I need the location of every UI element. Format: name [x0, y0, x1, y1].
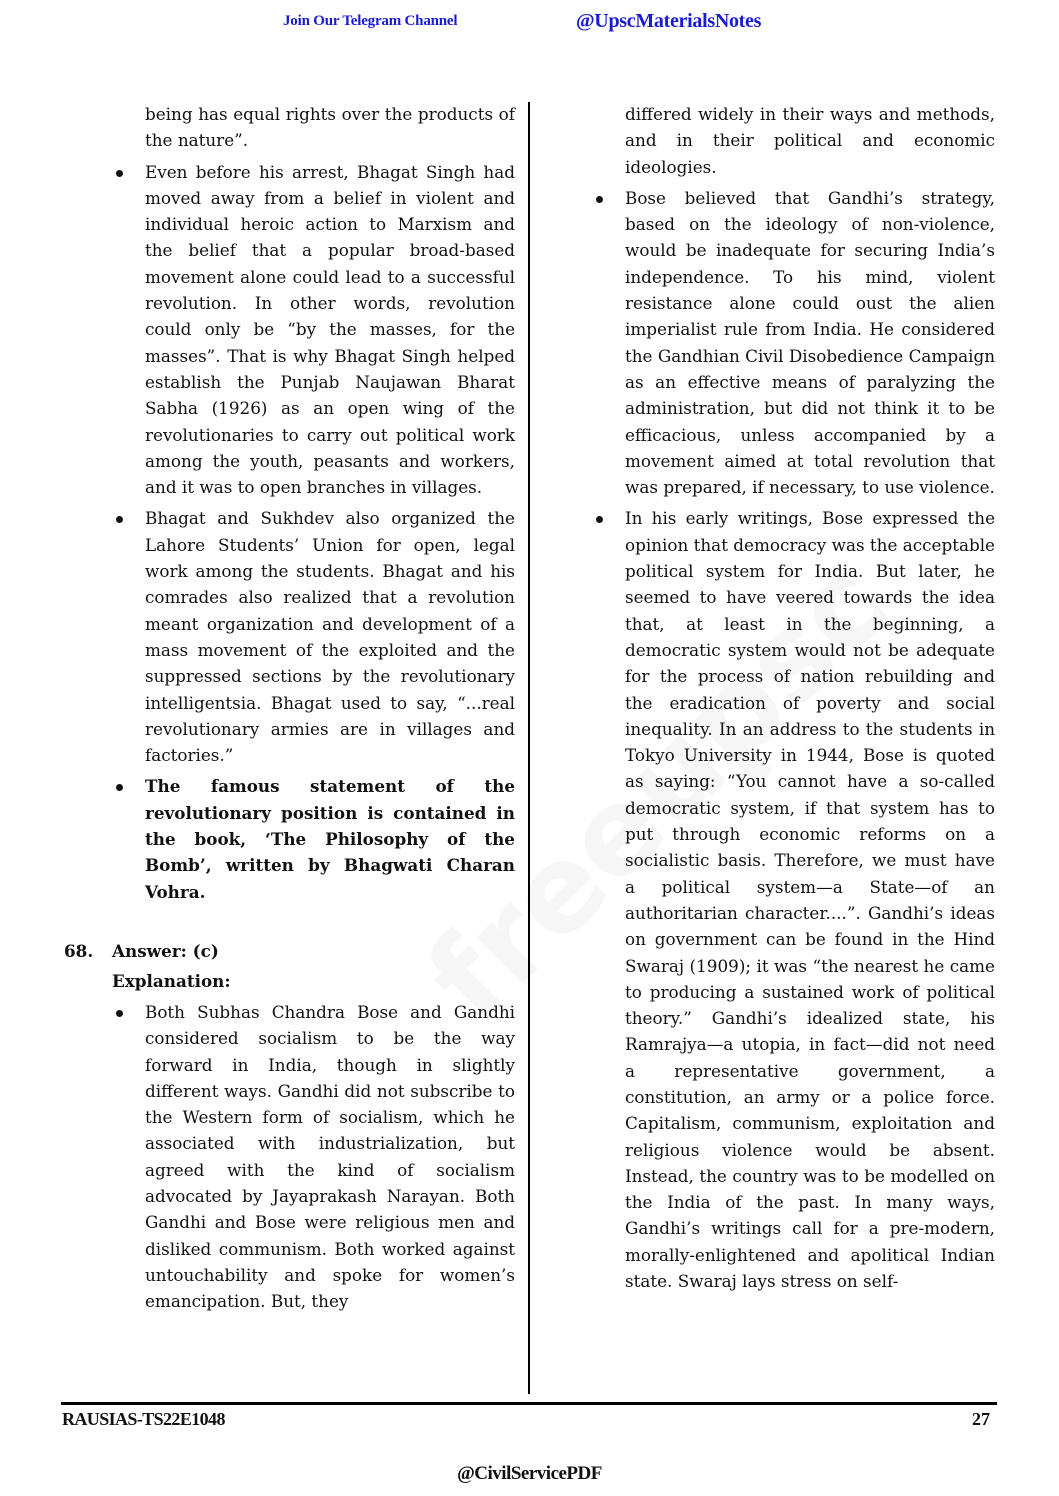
bullet-icon — [116, 784, 123, 791]
left-column — [60, 101, 515, 1319]
list-item-text: Even before his arrest, Bhagat Singh had moved away from a belief in violent and individual heroic action to Marxism and the belief that a popular broad-based movement alone could lead to a successful revolution. In other words, revolution could only be “by the masses, for the masses”. That is why Bhagat Singh helped establish the Punjab Naujawan Bharat Sabha (1926) as an open wing of the revolutionaries to carry out political work among the youth, peasants and workers, and it was to open branches in villages. — [145, 161, 515, 498]
question-number: 68. — [64, 940, 94, 961]
bullet-icon — [596, 516, 603, 523]
list-item-text: Both Subhas Chandra Bose and Gandhi considered socialism to be the way forward in India, though in slightly different ways. Gandhi did not subscribe to the Western form of socialism, which he associated with industrialization, but agreed with the kind of socialism advocated by Jayaprakash Narayan. Both Gandhi and Bose were religious men and disliked communism. Both worked against untouchability and spoke for women’s emancipation. But, they — [145, 1001, 515, 1312]
bullet-icon — [116, 516, 123, 523]
question-heading — [60, 938, 515, 968]
page-number: 27 — [972, 1409, 990, 1429]
top-banner — [0, 10, 1059, 38]
right-column — [540, 101, 995, 1299]
list-item — [540, 505, 995, 1294]
telegram-handle-link[interactable]: @UpscMaterialsNotes — [576, 10, 762, 32]
column-divider — [528, 102, 530, 1394]
paragraph-text: being has equal rights over the products of the nature”. — [145, 104, 515, 151]
list-item-text: In his early writings, Bose expressed the opinion that democracy was the acceptable political system for India. But later, he seemed to have veered towards the idea that, at least in the beginning, a democratic system would not be adequate for the process of nation rebuilding and the eradication of poverty and social inequality. In an address to the students in Tokyo University in 1944, Bose is quoted as saying: “You cannot have a so-called democratic system, if that system has to put through economic reforms on a socialistic basis. Therefore, we must have a political system—a State—of an authoritarian character....”. Gandhi’s ideas on government can be found in the Hind Swaraj (1909); it was “the nearest he came to producing a sustained work of political theory.” Gandhi’s idealized state, his Ramrajya—a utopia, in fact—did not need a representative government, a constitution, an army or a police force. Capitalism, communism, exploitation and religious violence would be absent. Instead, the country was to be modelled on the India of the past. In many ways, Gandhi’s writings call for a pre-modern, morally-enlightened and apolitical Indian state. Swaraj lays stress on self- — [625, 508, 995, 1292]
list-item — [540, 185, 995, 501]
footer-divider — [61, 1402, 997, 1405]
bullet-icon — [116, 1010, 123, 1017]
document-code: RAUSIAS-TS22E1048 — [62, 1409, 225, 1429]
list-item — [60, 999, 515, 1315]
bullet-icon — [596, 196, 603, 203]
continuation-paragraph — [60, 101, 515, 154]
continuation-paragraph — [540, 101, 995, 180]
paragraph-text: differed widely in their ways and methods, and in their political and economic ideologies. — [625, 104, 995, 177]
list-item-highlight — [60, 773, 515, 904]
list-item — [60, 505, 515, 768]
list-item-text: Bose believed that Gandhi’s strategy, based on the ideology of non-violence, would be inadequate for securing India’s independence. To his mind, violent resistance alone could oust the alien imperialist rule from India. He considered the Gandhian Civil Disobedience Campaign as an effective means of paralyzing the administration, but did not think it to be efficacious, unless accompanied by a movement aimed at total revolution that was prepared, if necessary, to use violence. — [625, 187, 995, 498]
bullet-icon — [116, 170, 123, 177]
channel-handle-link[interactable]: @CivilServicePDF — [457, 1463, 602, 1484]
list-item — [60, 159, 515, 501]
explanation-label: Explanation: — [112, 970, 231, 991]
telegram-channel-label[interactable]: Join Our Telegram Channel — [283, 13, 458, 29]
answer-label: Answer: (c) — [112, 940, 219, 961]
list-item-text: Bhagat and Sukhdev also organized the Lahore Students’ Union for open, legal work among the students. Bhagat and his comrades also realized that a revolution meant organization and development of a mass movement of the exploited and the suppressed sections by the revolutionary intelligentsia. Bhagat used to say, “...real revolutionary armies are in villages and factories.” — [145, 508, 515, 766]
list-item-text: The famous statement of the revolutionary position is contained in the book, ‘The Philosophy of the Bomb’, written by Bhagwati Charan Vohra. — [145, 776, 515, 902]
